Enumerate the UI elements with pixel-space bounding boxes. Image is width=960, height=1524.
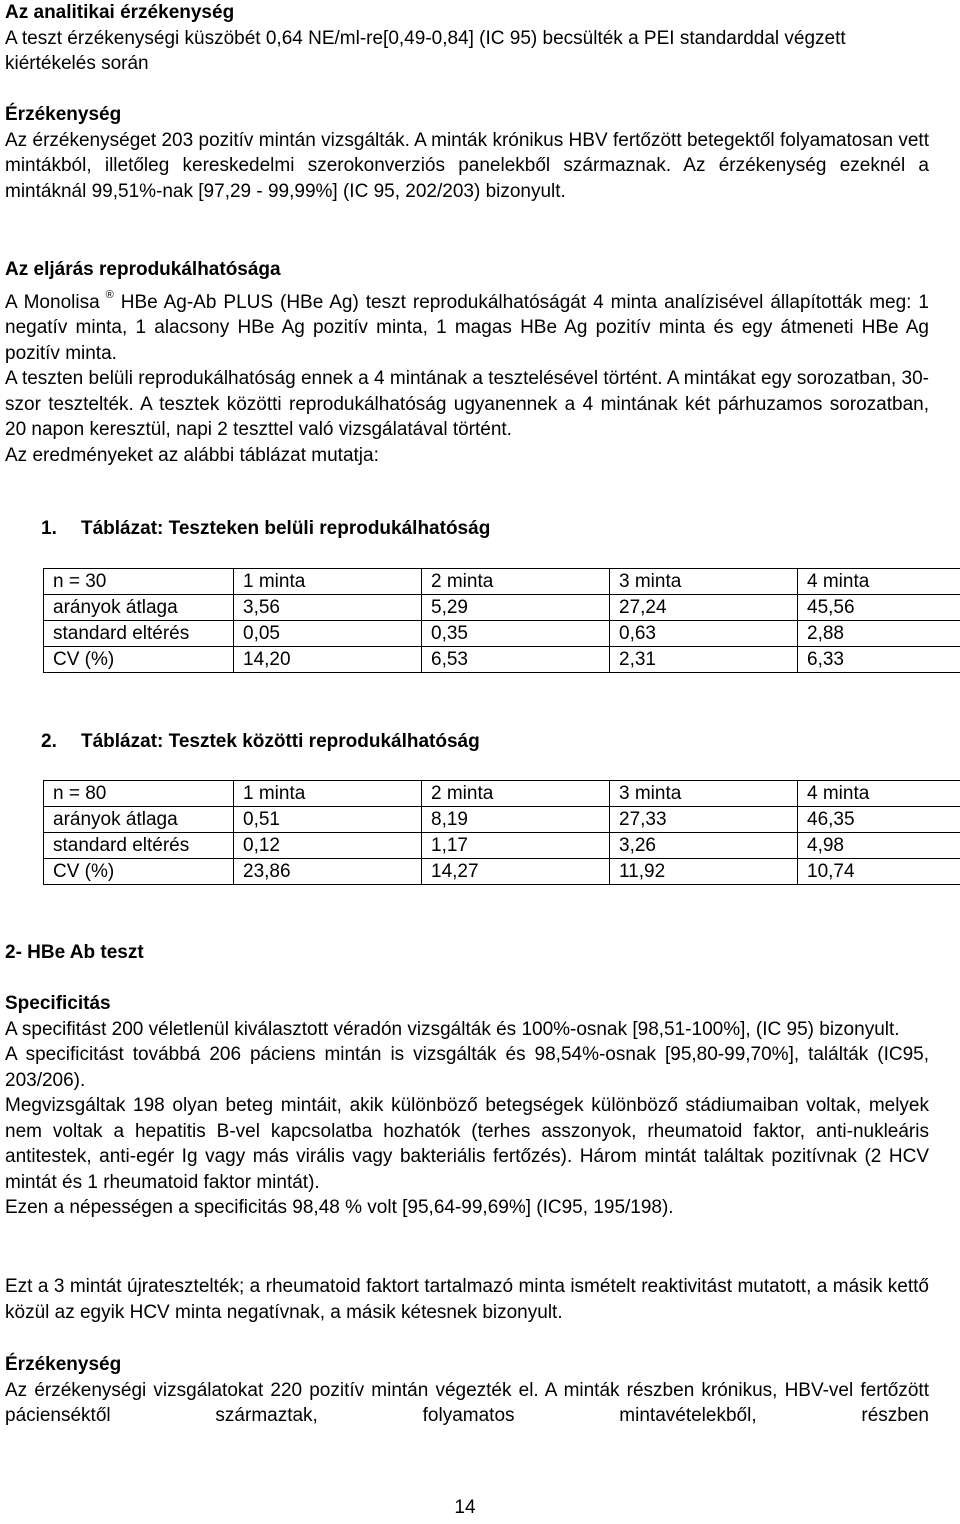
table-header-cell: 4 minta xyxy=(798,569,960,595)
table-header-cell: 3 minta xyxy=(610,569,798,595)
table-cell: 0,35 xyxy=(422,621,610,647)
paragraph: Az érzékenységet 203 pozitív mintán vizsgálták. A minták krónikus HBV fertőzött betegektől folyamatosan vett mintákból, illetőleg kereskedelmi szerokonverziós panelekből származnak. Az érzékenység ezeknél a mintáknál 99,51%-nak [97,29 - 99,99%] (IC 95, 202/203) bizonyult. xyxy=(5,129,929,202)
paragraph: A specificitást továbbá 206 páciens mintán is vizsgálták és 98,54%-osnak [95,80-99,70%], találták (IC95, 203/206). xyxy=(5,1044,929,1091)
table-cell: 23,86 xyxy=(234,859,422,885)
table-cell: 14,27 xyxy=(422,859,610,885)
table-cell: standard eltérés xyxy=(44,833,234,859)
section-sensitivity-ab xyxy=(5,1352,929,1429)
table-cell: 4,98 xyxy=(798,833,960,859)
table-cell: 3,56 xyxy=(234,595,422,621)
table-title: Táblázat: Teszteken belüli reprodukálhatóság xyxy=(81,518,491,539)
product-name: A Monolisa xyxy=(5,291,100,313)
section-specificity xyxy=(5,991,929,1221)
table-row xyxy=(44,833,960,859)
table-cell: 8,19 xyxy=(422,807,610,833)
table-cell: 27,33 xyxy=(610,807,798,833)
table-number: 1. xyxy=(41,518,57,539)
paragraph: Az eredményeket az alábbi táblázat mutatja: xyxy=(5,444,379,466)
table-between-run-reproducibility xyxy=(43,780,960,885)
table-row xyxy=(44,621,960,647)
table-cell: arányok átlaga xyxy=(44,595,234,621)
table-row xyxy=(44,595,960,621)
table-row xyxy=(44,807,960,833)
table-cell: CV (%) xyxy=(44,859,234,885)
section-heading: 2- HBe Ab teszt xyxy=(5,942,144,963)
table-header-cell: 4 minta xyxy=(798,781,960,807)
table-row xyxy=(44,569,960,595)
table-cell: 3,26 xyxy=(610,833,798,859)
paragraph: A specifitást 200 véletlenül kiválasztott véradón vizsgálták és 100%-osnak [98,51-100%], (IC 95) bizonyult. xyxy=(5,1018,900,1040)
table-cell: 14,20 xyxy=(234,647,422,673)
table-cell: 0,63 xyxy=(610,621,798,647)
section-heading: Specificitás xyxy=(5,993,111,1014)
table-cell: 2,88 xyxy=(798,621,960,647)
section-heading: Az analitikai érzékenység xyxy=(5,2,235,23)
paragraph: Az érzékenységi vizsgálatokat 220 pozitív mintán végezték el. A minták részben krónikus, HBV-vel fertőzött pácienséktől származtak, folyamatos mintavételekből, részben xyxy=(5,1379,929,1426)
table-title: Táblázat: Tesztek közötti reprodukálhatóság xyxy=(81,731,480,752)
table-header-cell: n = 30 xyxy=(44,569,234,595)
table-header-cell: n = 80 xyxy=(44,781,234,807)
table-header-cell: 3 minta xyxy=(610,781,798,807)
table-cell: 5,29 xyxy=(422,595,610,621)
table-1-caption xyxy=(41,516,490,541)
section-heading: Az eljárás reprodukálhatósága xyxy=(5,259,281,280)
table-header-cell: 1 minta xyxy=(234,781,422,807)
table-number: 2. xyxy=(41,731,57,752)
table-cell: 10,74 xyxy=(798,859,960,885)
table-cell: 2,31 xyxy=(610,647,798,673)
table-cell: 0,51 xyxy=(234,807,422,833)
table-cell: 1,17 xyxy=(422,833,610,859)
registered-mark: ® xyxy=(105,288,114,301)
paragraph: A teszt érzékenységi küszöbét 0,64 NE/ml-re[0,49-0,84] (IC 95) becsülték a PEI standarddal végzett kiértékelés során xyxy=(5,27,846,74)
table-header-cell: 1 minta xyxy=(234,569,422,595)
table-row xyxy=(44,647,960,673)
table-within-run-reproducibility xyxy=(43,568,960,673)
section-specificity-retest xyxy=(5,1274,929,1325)
page-number: 14 xyxy=(454,1497,476,1518)
table-cell: arányok átlaga xyxy=(44,807,234,833)
paragraph: Ezt a 3 mintát újratesztelték; a rheumatoid faktort tartalmazó minta ismételt reaktivitást mutatott, a másik kettő közül az egyik HCV minta negatívnak, a másik kétesnek bizonyult. xyxy=(5,1276,929,1323)
table-header-cell: 2 minta xyxy=(422,781,610,807)
paragraph: Ezen a népességen a specificitás 98,48 % volt [95,64-99,69%] (IC95, 195/198). xyxy=(5,1197,674,1218)
section-heading: Érzékenység xyxy=(5,1354,122,1375)
table-cell: 46,35 xyxy=(798,807,960,833)
table-cell: 6,33 xyxy=(798,647,960,673)
table-2-caption xyxy=(41,729,480,754)
paragraph-text: HBe Ag-Ab PLUS (HBe Ag) teszt reprodukálhatóságát 4 minta analízisével állapították meg: 1 negatív minta, 1 alacsony HBe Ag pozitív minta, 1 magas HBe Ag pozitív minta és egy átmeneti HBe Ag pozitív minta. xyxy=(5,291,929,364)
table-cell: 0,05 xyxy=(234,621,422,647)
paragraph: Megvizsgáltak 198 olyan beteg mintáit, akik különböző betegségek különböző stádiumaiban voltak, melyek nem voltak a hepatitis B-vel kapcsolatba hozhatók (terhes asszonyok, rheumatoid faktor, anti-nukleáris antitestek, anti-egér Ig vagy más virális vagy bakteriális fertőzés). Három mintát találtak pozitívnak (2 HCV mintát és 1 rheumatoid faktor mintát). xyxy=(5,1095,929,1193)
table-cell: 0,12 xyxy=(234,833,422,859)
table-cell: CV (%) xyxy=(44,647,234,673)
paragraph xyxy=(5,283,929,367)
table-cell: 27,24 xyxy=(610,595,798,621)
table-cell: standard eltérés xyxy=(44,621,234,647)
section-sensitivity xyxy=(5,102,929,204)
table-header-cell: 2 minta xyxy=(422,569,610,595)
table-row xyxy=(44,859,960,885)
section-heading: Érzékenység xyxy=(5,104,122,125)
table-cell: 11,92 xyxy=(610,859,798,885)
table-row xyxy=(44,781,960,807)
paragraph: A teszten belüli reprodukálhatóság ennek a 4 mintának a tesztelésével történt. A mintákat egy sorozatban, 30-szor tesztelték. A tesztek közötti reprodukálhatóság ugyanennek a 4 mintának két párhuzamos sorozatban, 20 napon keresztül, napi 2 teszttel való vizsgálatával történt. xyxy=(5,368,929,440)
section-hbe-ab-test xyxy=(5,940,929,966)
section-reproducibility xyxy=(5,257,929,468)
table-cell: 6,53 xyxy=(422,647,610,673)
table-cell: 45,56 xyxy=(798,595,960,621)
section-analytical-sensitivity xyxy=(5,0,929,77)
